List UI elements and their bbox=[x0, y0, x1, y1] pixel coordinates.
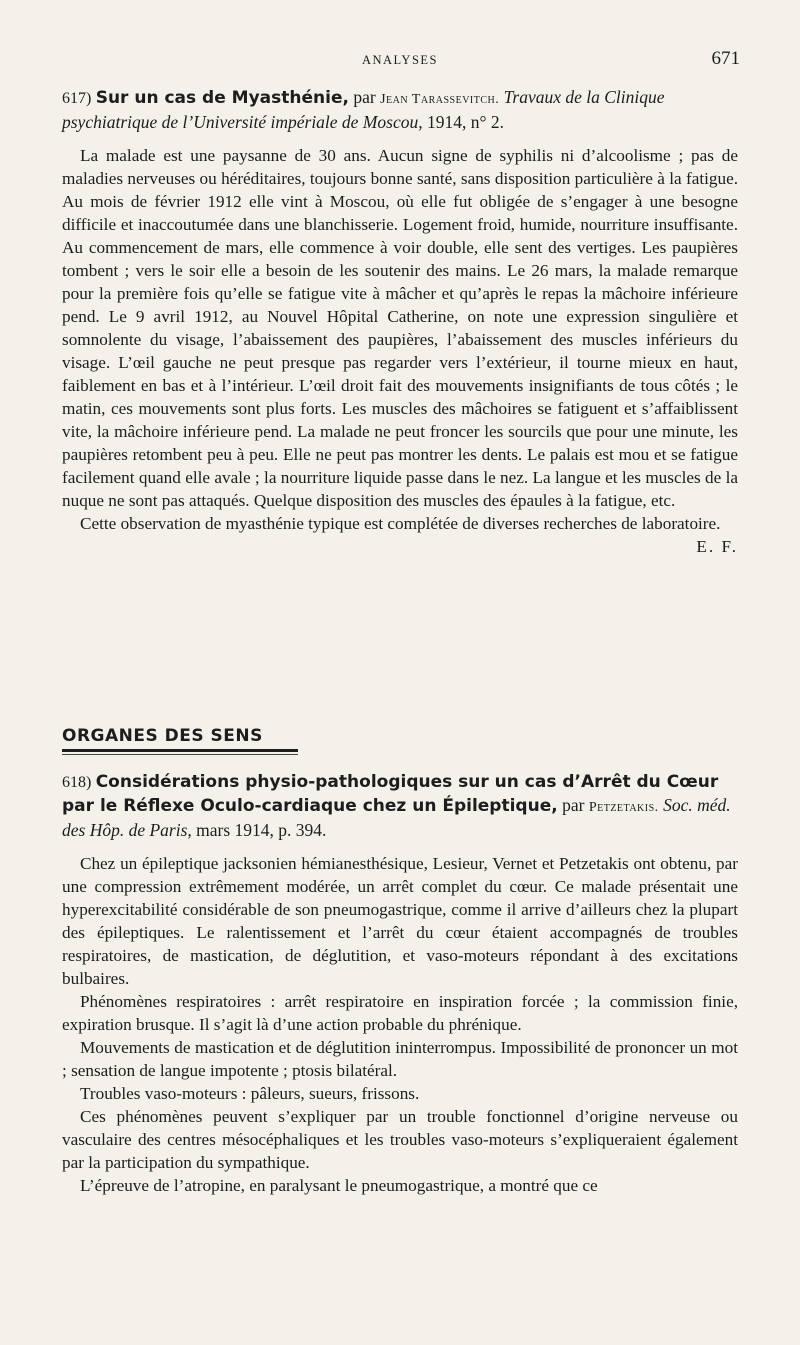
paragraph-with-signature bbox=[62, 512, 738, 556]
article-617-heading bbox=[62, 86, 738, 134]
paragraph-text: Cette observation de myasthénie typique est complétée de diverses recherches de laboratoire. bbox=[80, 514, 721, 533]
paragraph: Ces phénomènes peuvent s’expliquer par un trouble fonctionnel d’origine nerveuse ou vasculaire des centres mésocéphaliques et les troubles vaso-moteurs s’expliqueraient également par la participation du sympathique. bbox=[62, 1107, 738, 1172]
running-head bbox=[60, 48, 740, 72]
section-rule bbox=[62, 749, 298, 752]
article-number: 617) bbox=[62, 90, 92, 107]
paragraph: Troubles vaso-moteurs : pâleurs, sueurs, frissons. bbox=[80, 1084, 420, 1103]
page-number: 671 bbox=[711, 48, 740, 69]
paragraph: Chez un épileptique jacksonien hémianesthésique, Lesieur, Vernet et Petzetakis ont obtenu, par une compression extrêmement modérée, un arrêt complet du cœur. Ce malade présentait une hyperexcitabilité considérable de son pneumogastrique, comme il arrive d’ailleurs chez la plupart des épileptiques. Le ralentissement et l’arrêt du cœur étaient accompagnés de troubles respiratoires, de mastication, de déglutition, et vaso-moteurs répondant à des excitations bulbaires. bbox=[62, 854, 738, 988]
signature: E. F. bbox=[696, 537, 738, 556]
running-head-title: ANALYSES bbox=[361, 53, 439, 67]
section-rule-thin bbox=[62, 754, 298, 755]
article-title: Sur un cas de Myasthénie, bbox=[95, 88, 349, 108]
article-title: Considérations physio-pathologiques sur un cas d’Arrêt du Cœur par le Réflexe Oculo-cardiaque chez un Épileptique, bbox=[62, 772, 719, 816]
article-source-detail: mars 1914, p. 394. bbox=[196, 820, 327, 840]
article-617 bbox=[62, 86, 738, 558]
article-source-detail: 1914, n° 2. bbox=[426, 112, 504, 132]
article-number: 618) bbox=[62, 774, 92, 791]
article-618 bbox=[62, 770, 738, 1197]
article-by: par bbox=[353, 87, 376, 107]
article-source: Travaux de la Clinique psychiatrique de l’Université impériale de Moscou, bbox=[62, 87, 665, 132]
article-by: par bbox=[562, 795, 585, 815]
section-title: ORGANES DES SENS bbox=[62, 726, 263, 746]
paragraph: Mouvements de mastication et de déglutition ininterrompus. Impossibilité de prononcer un mot ; sensation de langue impotente ; ptosis bilatéral. bbox=[62, 1038, 738, 1080]
paragraph: L’épreuve de l’atropine, en paralysant le pneumogastrique, a montré que ce bbox=[80, 1176, 598, 1195]
article-author: Jean Tarassevitch. bbox=[380, 92, 500, 107]
paragraph: La malade est une paysanne de 30 ans. Aucun signe de syphilis ni d’alcoolisme ; pas de maladies nerveuses ou héréditaires, toujours bonne santé, sans disposition particulière à la fatigue. Au mois de février 1912 elle vint à Moscou, où elle fut obligée de s’engager à une besogne difficile et inaccoutumée dans une blanchisserie. Logement froid, humide, nourriture insuffisante. Au commencement de mars, elle commence à voir double, elle sent des vertiges. Les paupières tombent ; vers le soir elle a besoin de les soutenir des mains. Le 26 mars, la malade remarque pour la première fois qu’elle se fatigue vite à mâcher et qu’après le repas la mâchoire inférieure pend. Le 9 avril 1912, au Nouvel Hôpital Catherine, on note une expression singulière et somnolente du visage, l’abaissement des paupières, l’abaissement des muscles inférieurs du visage. L’œil gauche ne peut presque pas regarder vers l’extérieur, il tourne mieux en haut, faiblement en bas et à l’intérieur. L’œil droit fait des mouvements insignifiants de tous côtés ; le matin, ces mouvements sont plus forts. Les muscles des mâchoires se fatiguent et s’affaiblissent vite, la mâchoire inférieure pend. La malade ne peut froncer les sourcils que pour une minute, les paupières retombent peu à peu. Elle ne peut pas montrer les dents. Le palais est mou et se fatigue facilement quand elle avale ; la nourriture liquide passe dans le nez. La langue et les muscles de la nuque ne sont pas attaqués. Quelque disposition des muscles des épaules à la fatigue, etc. bbox=[62, 146, 738, 510]
article-author: Petzetakis. bbox=[588, 800, 659, 815]
article-618-heading bbox=[62, 770, 738, 842]
article-source: Soc. méd. des Hôp. de Paris, bbox=[62, 795, 731, 840]
paragraph: Phénomènes respiratoires : arrêt respiratoire en inspiration forcée ; la commission finie, expiration brusque. Il s’agit là d’une action probable du phrénique. bbox=[62, 992, 738, 1034]
